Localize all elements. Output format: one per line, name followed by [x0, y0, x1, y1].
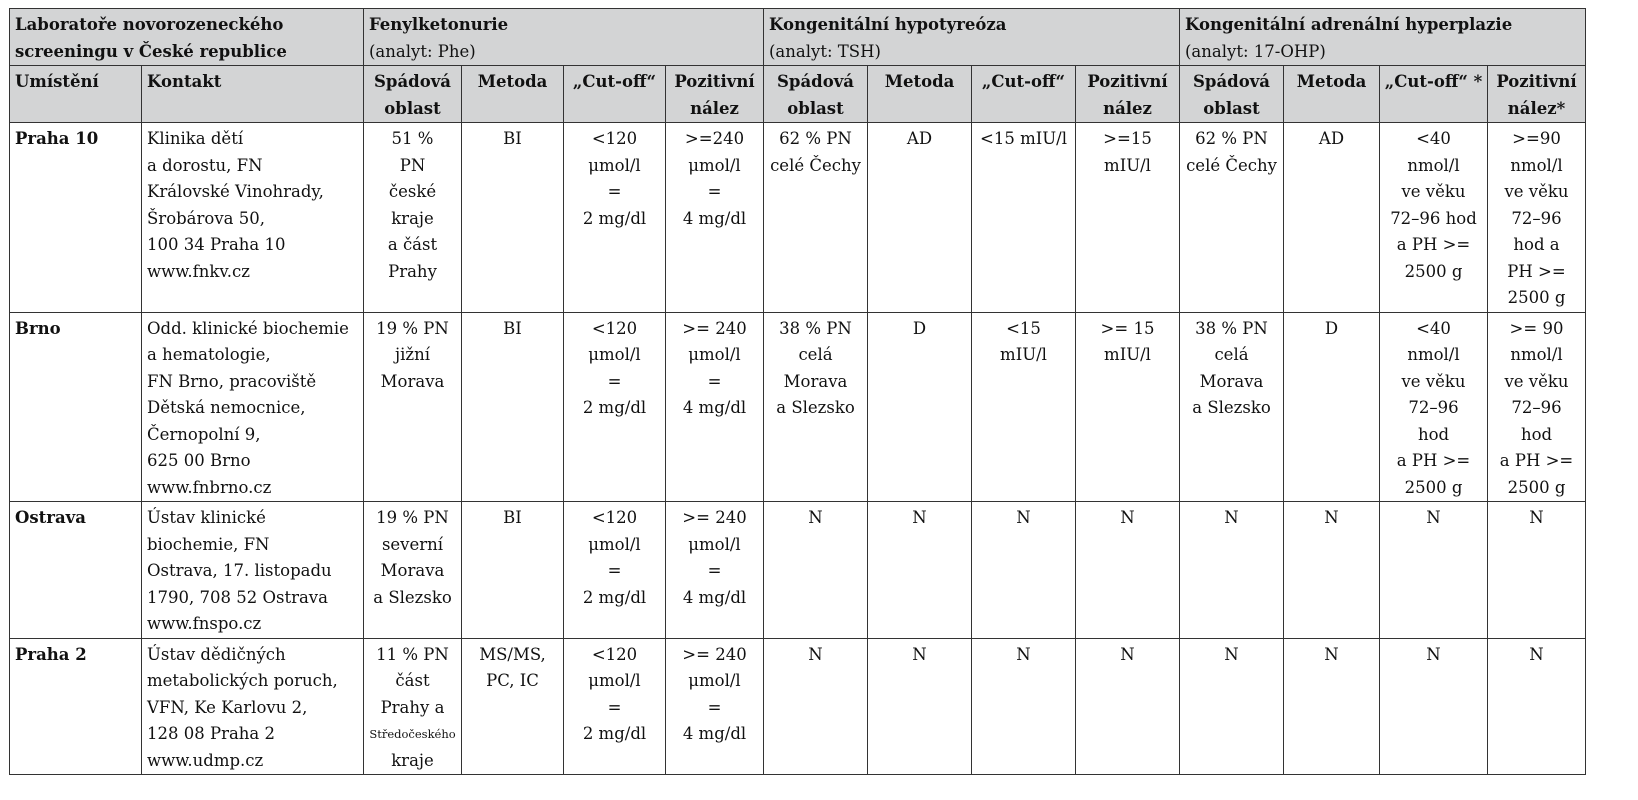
cell-line: a hematologie, — [147, 345, 271, 364]
cell-line: MS/MS, — [479, 644, 546, 664]
screening-laboratories-table — [9, 8, 1586, 775]
cell-line: celá — [1214, 345, 1249, 364]
cell-cah-positive — [1488, 638, 1586, 775]
cell-line: = — [707, 697, 722, 717]
cell-line: a Slezsko — [776, 398, 855, 417]
cell-line: N — [1529, 508, 1544, 527]
cell-line: kraje — [391, 208, 434, 228]
cell-line: Královské Vinohrady, — [147, 182, 324, 201]
cell-line: 128 08 Praha 2 — [147, 724, 276, 743]
cell-cah-cutoff — [1380, 312, 1488, 502]
cell-ch-cutoff — [972, 502, 1076, 639]
cell-line: 19 % PN — [376, 318, 449, 338]
cell-line: <120 — [591, 644, 638, 664]
cell-line: nmol/l — [1510, 155, 1563, 175]
cell-line: = — [707, 182, 722, 201]
cell-ch-area — [764, 502, 868, 639]
cell-ch-positive — [1076, 123, 1180, 313]
col-label-line: Pozitivní — [1087, 72, 1168, 91]
cell-line: celé Čechy — [770, 155, 861, 175]
col-ch-metoda: Metoda — [868, 66, 972, 123]
cell-line: a PH >= — [1396, 235, 1471, 254]
cell-line: = — [607, 697, 622, 717]
cell-line: N — [1224, 644, 1239, 664]
cell-line: >= 90 — [1509, 318, 1564, 338]
cell-line: >=240 — [684, 129, 745, 148]
cell-line: 4 mg/dl — [682, 724, 747, 743]
header-row-groups — [10, 9, 1586, 66]
cell-line: 2 mg/dl — [582, 724, 647, 743]
cell-line: celá — [798, 345, 833, 364]
cell-line: <120 — [591, 129, 638, 148]
table-row — [10, 123, 1586, 313]
col-cah-pozitivni — [1488, 66, 1586, 123]
cell-pku-method — [462, 123, 564, 313]
cell-line: = — [607, 182, 622, 201]
cell-line: nmol/l — [1407, 155, 1460, 175]
cell-cah-area — [1180, 312, 1284, 502]
cell-line: Ústav klinické — [147, 508, 266, 527]
col-label-line: nález — [690, 98, 739, 118]
cell-line: ve věku — [1401, 182, 1466, 201]
cell-cah-method — [1284, 123, 1380, 313]
cell-line: BI — [503, 318, 522, 338]
col-kontakt: Kontakt — [142, 66, 364, 123]
cell-line: ve věku — [1504, 182, 1569, 201]
cell-line: hod — [1520, 424, 1553, 444]
cell-line: PH >= — [1507, 261, 1566, 281]
cell-line: VFN, Ke Karlovu 2, — [147, 697, 308, 717]
cell-line: N — [808, 508, 823, 527]
cell-line: a PH >= — [1499, 451, 1574, 470]
labs-title-header — [10, 9, 364, 66]
cell-cah-cutoff — [1380, 123, 1488, 313]
cell-line: <40 — [1416, 318, 1451, 338]
cell-pku-positive — [666, 502, 764, 639]
cell-line: AD — [906, 129, 933, 148]
col-ch-cutoff: „Cut-off“ — [972, 66, 1076, 123]
cell-line: Morava — [380, 561, 445, 580]
col-pku-pozitivni — [666, 66, 764, 123]
group-header-pku — [364, 9, 764, 66]
cell-line: a dorostu, FN — [147, 155, 263, 175]
cell-cah-method — [1284, 312, 1380, 502]
cell-line: Morava — [783, 371, 848, 391]
cell-line: 2 mg/dl — [582, 587, 647, 607]
cell-line: severní — [381, 534, 444, 554]
cell-cah-cutoff — [1380, 638, 1488, 775]
table-row — [10, 502, 1586, 639]
cell-line: www.fnspo.cz — [147, 614, 262, 633]
cell-pku-positive — [666, 312, 764, 502]
cell-line: N — [1529, 644, 1544, 664]
col-ch-pozitivni — [1076, 66, 1180, 123]
cell-line: www.fnbrno.cz — [147, 477, 272, 497]
col-pku-cutoff: „Cut-off“ — [564, 66, 666, 123]
cell-line: Praha 10 — [15, 129, 99, 148]
cell-line: N — [1120, 508, 1135, 527]
cell-pku-method — [462, 638, 564, 775]
cell-line: N — [808, 644, 823, 664]
cell-line: = — [607, 371, 622, 391]
cell-line: μmol/l — [588, 155, 641, 175]
cell-line: 19 % PN — [376, 508, 449, 527]
col-cah-spadova — [1180, 66, 1284, 123]
cell-line: mIU/l — [1000, 345, 1047, 364]
cell-line: www.udmp.cz — [147, 750, 264, 770]
group-analyte: (analyt: 17-OHP) — [1185, 41, 1326, 61]
cell-line: biochemie, FN — [147, 534, 270, 554]
cell-line: FN Brno, pracoviště — [147, 371, 317, 391]
cell-line: Prahy — [388, 261, 437, 281]
cell-cah-positive — [1488, 123, 1586, 313]
labs-title-line-2: screeningu v České republice — [15, 41, 287, 61]
cell-contact — [142, 502, 364, 639]
cell-line: Šrobárova 50, — [147, 208, 265, 228]
group-analyte: (analyt: TSH) — [769, 41, 881, 61]
col-cah-metoda: Metoda — [1284, 66, 1380, 123]
cell-pku-method — [462, 312, 564, 502]
cell-line: = — [707, 561, 722, 580]
cell-line: Dětská nemocnice, — [147, 398, 306, 417]
cell-line: Ústav dědičných — [147, 644, 286, 664]
cell-line: mIU/l — [1104, 345, 1151, 364]
cell-ch-positive — [1076, 502, 1180, 639]
cell-line: PN — [399, 155, 426, 175]
cell-line: μmol/l — [588, 671, 641, 690]
cell-pku-area — [364, 638, 462, 775]
cell-line: = — [707, 371, 722, 391]
cell-line: 2500 g — [1507, 288, 1566, 307]
col-pku-metoda: Metoda — [462, 66, 564, 123]
group-name: Fenylketonurie — [369, 15, 509, 34]
cell-line: D — [912, 318, 927, 338]
cell-ch-cutoff — [972, 312, 1076, 502]
cell-ch-cutoff — [972, 638, 1076, 775]
table-row — [10, 312, 1586, 502]
cell-line: celé Čechy — [1186, 155, 1277, 175]
cell-line: Brno — [15, 318, 61, 338]
cell-line: D — [1324, 318, 1339, 338]
cell-ch-area — [764, 638, 868, 775]
cell-line: Morava — [380, 371, 445, 391]
cell-pku-area — [364, 502, 462, 639]
cell-line: Praha 2 — [15, 644, 87, 664]
cell-line: N — [1016, 644, 1031, 664]
cell-ch-positive — [1076, 312, 1180, 502]
cell-line: >= 15 — [1100, 318, 1155, 338]
cell-location — [10, 312, 142, 502]
cell-line: a část — [387, 235, 438, 254]
cell-pku-cutoff — [564, 123, 666, 313]
cell-line: Ostrava — [15, 508, 86, 527]
cell-line: 2 mg/dl — [582, 398, 647, 417]
cell-pku-positive — [666, 638, 764, 775]
cell-line: 2500 g — [1404, 261, 1463, 281]
cell-line: 72–96 hod — [1390, 208, 1477, 228]
cell-line: 100 34 Praha 10 — [147, 235, 286, 254]
group-header-ch — [764, 9, 1180, 66]
cell-location — [10, 638, 142, 775]
screening-table-wrapper — [9, 8, 1586, 775]
cell-line: Středočeského — [369, 727, 456, 741]
cell-line: μmol/l — [688, 671, 741, 690]
cell-cah-positive — [1488, 312, 1586, 502]
cell-ch-cutoff — [972, 123, 1076, 313]
cell-line: část — [395, 671, 430, 690]
cell-line: 2500 g — [1507, 477, 1566, 497]
cell-line: Morava — [1199, 371, 1264, 391]
cell-line: AD — [1318, 129, 1345, 148]
cell-line: N — [1426, 644, 1441, 664]
cell-ch-positive — [1076, 638, 1180, 775]
cell-ch-area — [764, 123, 868, 313]
cell-line: hod — [1417, 424, 1450, 444]
cell-line: <120 — [591, 318, 638, 338]
cell-line: mIU/l — [1104, 155, 1151, 175]
col-label-line: Pozitivní — [1496, 72, 1577, 91]
col-pku-spadova — [364, 66, 462, 123]
cell-line: Ostrava, 17. listopadu — [147, 561, 332, 580]
cell-line: metabolických poruch, — [147, 671, 338, 690]
col-ch-spadova — [764, 66, 868, 123]
col-umisteni: Umístění — [10, 66, 142, 123]
cell-line: PC, IC — [486, 671, 539, 690]
group-name: Kongenitální adrenální hyperplazie — [1185, 15, 1513, 34]
cell-contact — [142, 638, 364, 775]
cell-ch-method — [868, 638, 972, 775]
col-cah-cutoff: „Cut-off“ * — [1380, 66, 1488, 123]
cell-ch-method — [868, 312, 972, 502]
cell-pku-method — [462, 502, 564, 639]
cell-line: a Slezsko — [1192, 398, 1271, 417]
cell-cah-area — [1180, 638, 1284, 775]
cell-cah-method — [1284, 502, 1380, 639]
cell-line: jižní — [395, 345, 430, 364]
cell-pku-area — [364, 123, 462, 313]
cell-line: české — [388, 182, 437, 201]
cell-line: 38 % PN — [779, 318, 852, 338]
col-label-line: oblast — [384, 98, 441, 118]
cell-line: N — [912, 508, 927, 527]
cell-ch-method — [868, 502, 972, 639]
col-label-line: nález* — [1507, 98, 1566, 118]
cell-line: 4 mg/dl — [682, 398, 747, 417]
cell-line: a Slezsko — [373, 587, 452, 607]
cell-line: 1790, 708 52 Ostrava — [147, 587, 328, 607]
cell-line: 51 % — [391, 129, 434, 148]
cell-line: Odd. klinické biochemie — [147, 318, 349, 338]
cell-line: μmol/l — [588, 345, 641, 364]
cell-line: >= 240 — [682, 318, 747, 338]
cell-line: ve věku — [1401, 371, 1466, 391]
cell-line: BI — [503, 129, 522, 148]
col-label-line: oblast — [787, 98, 844, 118]
cell-cah-cutoff — [1380, 502, 1488, 639]
table-row — [10, 638, 1586, 775]
cell-pku-cutoff — [564, 312, 666, 502]
cell-line: N — [1324, 508, 1339, 527]
cell-line: hod a — [1513, 235, 1560, 254]
cell-line: 62 % PN — [779, 129, 852, 148]
cell-line: BI — [503, 508, 522, 527]
cell-cah-positive — [1488, 502, 1586, 639]
cell-contact — [142, 312, 364, 502]
cell-pku-cutoff — [564, 502, 666, 639]
col-label-line: Spádová — [1193, 72, 1270, 91]
group-name: Kongenitální hypotyreóza — [769, 15, 1007, 34]
cell-line: N — [1324, 644, 1339, 664]
cell-line: 38 % PN — [1195, 318, 1268, 338]
cell-line: Prahy a — [380, 697, 445, 717]
cell-line: >= 240 — [682, 644, 747, 664]
cell-line: <15 mIU/l — [980, 129, 1067, 148]
cell-line: N — [912, 644, 927, 664]
cell-line: Černopolní 9, — [147, 424, 261, 444]
header-row-columns — [10, 66, 1586, 123]
cell-line: μmol/l — [688, 345, 741, 364]
table-body — [10, 123, 1586, 775]
cell-line: <120 — [591, 508, 638, 527]
cell-line: 2500 g — [1404, 477, 1463, 497]
cell-cah-method — [1284, 638, 1380, 775]
cell-line: = — [607, 561, 622, 580]
cell-pku-cutoff — [564, 638, 666, 775]
col-label-line: Spádová — [374, 72, 451, 91]
cell-location — [10, 502, 142, 639]
cell-line: www.fnkv.cz — [147, 261, 250, 281]
cell-line: >=90 — [1512, 129, 1561, 148]
cell-line: 72–96 — [1511, 208, 1562, 228]
cell-pku-positive — [666, 123, 764, 313]
cell-line: N — [1016, 508, 1031, 527]
cell-location — [10, 123, 142, 313]
cell-line: N — [1224, 508, 1239, 527]
cell-line: ve věku — [1504, 371, 1569, 391]
cell-ch-area — [764, 312, 868, 502]
cell-line: μmol/l — [688, 155, 741, 175]
cell-line: 4 mg/dl — [682, 587, 747, 607]
cell-line: N — [1120, 644, 1135, 664]
cell-line: nmol/l — [1510, 345, 1563, 364]
cell-line: μmol/l — [588, 534, 641, 554]
group-analyte: (analyt: Phe) — [369, 41, 476, 61]
cell-line: 625 00 Brno — [147, 451, 251, 470]
cell-line: 2 mg/dl — [582, 208, 647, 228]
cell-cah-area — [1180, 502, 1284, 639]
col-label-line: oblast — [1203, 98, 1260, 118]
cell-line: kraje — [391, 750, 434, 770]
cell-line: <15 — [1006, 318, 1041, 338]
labs-title-line-1: Laboratoře novorozeneckého — [15, 15, 284, 34]
cell-line: Klinika dětí — [147, 129, 244, 148]
cell-line: >= 240 — [682, 508, 747, 527]
cell-line: 72–96 — [1408, 398, 1459, 417]
group-header-cah — [1180, 9, 1586, 66]
cell-line: 62 % PN — [1195, 129, 1268, 148]
cell-line: a PH >= — [1396, 451, 1471, 470]
cell-ch-method — [868, 123, 972, 313]
cell-line: 72–96 — [1511, 398, 1562, 417]
cell-line: <40 — [1416, 129, 1451, 148]
cell-line: nmol/l — [1407, 345, 1460, 364]
cell-cah-area — [1180, 123, 1284, 313]
cell-contact — [142, 123, 364, 313]
cell-line: μmol/l — [688, 534, 741, 554]
col-label-line: Spádová — [777, 72, 854, 91]
cell-line: 4 mg/dl — [682, 208, 747, 228]
cell-line: >=15 — [1103, 129, 1152, 148]
cell-pku-area — [364, 312, 462, 502]
cell-line: N — [1426, 508, 1441, 527]
col-label-line: nález — [1103, 98, 1152, 118]
cell-line: 11 % PN — [376, 644, 449, 664]
col-label-line: Pozitivní — [674, 72, 755, 91]
